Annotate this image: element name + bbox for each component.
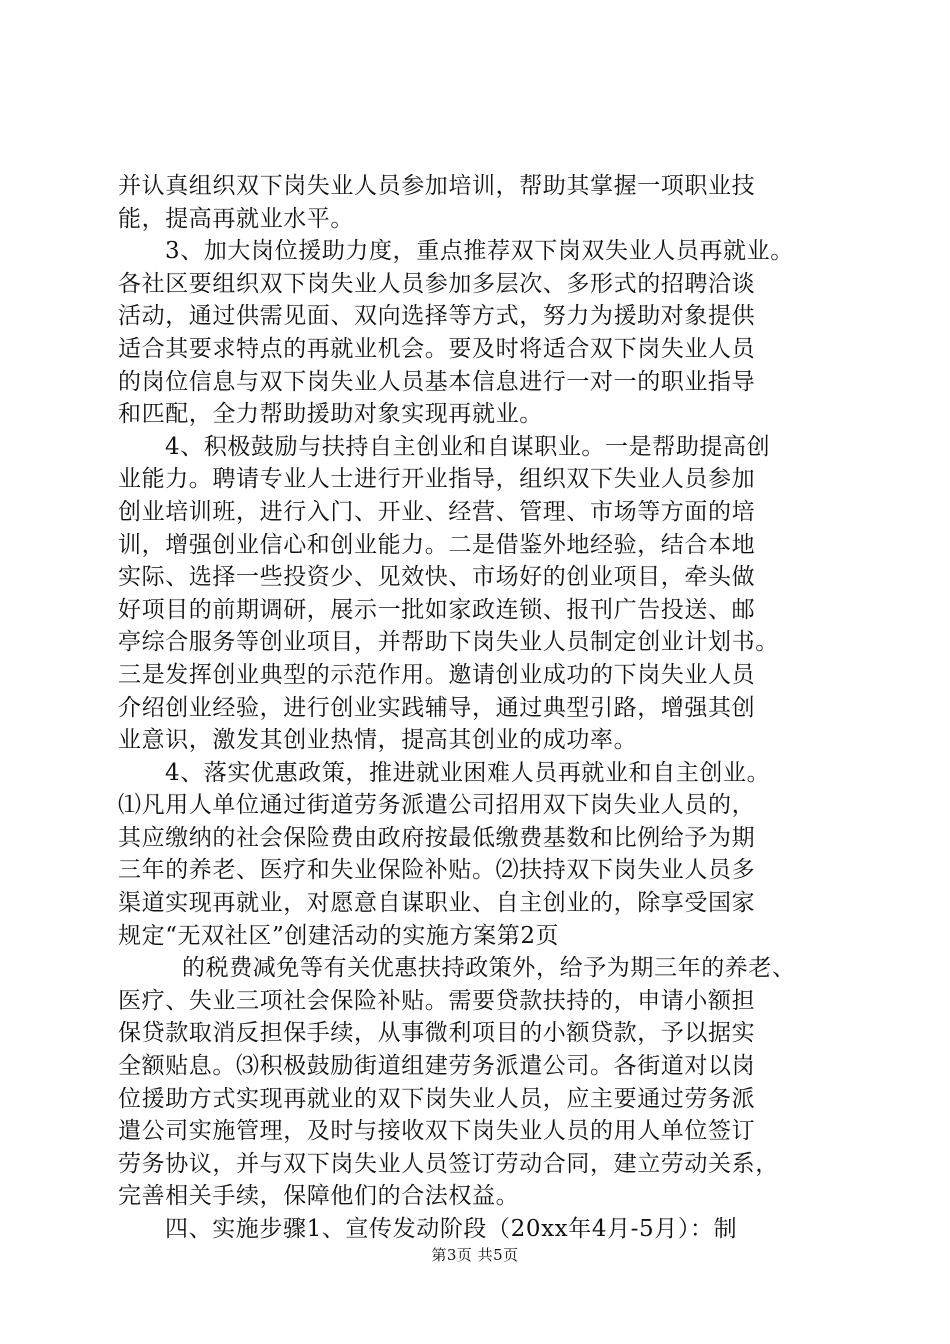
text-line: 并认真组织双下岗失业人员参加培训，帮助其掌握一项职业技 <box>118 173 756 199</box>
text-line: 其应缴纳的社会保险费由政府按最低缴费基数和比例给予为期 <box>118 824 756 851</box>
text-line: 三年的养老、医疗和失业保险补贴。⑵扶持双下岗失业人员多 <box>118 857 756 884</box>
text-line: 亭综合服务等创业项目，并帮助下岗失业人员制定创业计划书。 <box>118 629 779 656</box>
text-line: 保贷款取消反担保手续，从事微利项目的小额贷款，予以据实 <box>118 1020 756 1047</box>
section-4-heading: 四、实施步骤1、宣传发动阶段（20xx年4月-5月）：制 <box>165 1216 738 1242</box>
text-line: 业能力。聘请专业人士进行开业指导，组织双下失业人员参加 <box>118 466 756 493</box>
text-line: 医疗、失业三项社会保险补贴。需要贷款扶持的，申请小额担 <box>118 987 756 1014</box>
text-line: 实际、选择一些投资少、见效快、市场好的创业项目，牵头做 <box>118 564 756 591</box>
text-line: 适合其要求特点的再就业机会。要及时将适合双下岗失业人员 <box>118 335 756 362</box>
text-line: 完善相关手续，保障他们的合法权益。 <box>118 1183 520 1210</box>
text-line: 劳务协议，并与双下岗失业人员签订劳动合同，建立劳动关系， <box>118 1150 779 1177</box>
text-line: 和匹配，全力帮助援助对象实现再就业。 <box>118 401 543 428</box>
text-line: ⑴凡用人单位通过街道劳务派遣公司招用双下岗失业人员的， <box>118 792 756 819</box>
text-line: 各社区要组织双下岗失业人员参加多层次、多形式的招聘洽谈 <box>118 270 756 297</box>
text-line: 创业培训班，进行入门、开业、经营、管理、市场等方面的培 <box>118 498 756 525</box>
document-body <box>118 170 838 1246</box>
text-line: 训，增强创业信心和创业能力。二是借鉴外地经验，结合本地 <box>118 531 756 558</box>
text-line: 介绍创业经验，进行创业实践辅导，通过典型引路，增强其创 <box>118 694 756 721</box>
text-line: 活动，通过供需见面、双向选择等方式，努力为援助对象提供 <box>118 303 756 330</box>
text-line: 业意识，激发其创业热情，提高其创业的成功率。 <box>118 727 638 754</box>
text-line: 位援助方式实现再就业的双下岗失业人员，应主要通过劳务派 <box>118 1085 756 1112</box>
text-line: 的税费减免等有关优惠扶持政策外，给予为期三年的养老、 <box>182 955 796 982</box>
paragraph-4b-heading: 4、落实优惠政策，推进就业困难人员再就业和自主创业。 <box>165 759 771 786</box>
running-title-line: 规定“无双社区”创建活动的实施方案第2页 <box>118 922 560 949</box>
paragraph-4-heading: 4、积极鼓励与扶持自主创业和自谋职业。一是帮助提高创 <box>165 433 771 460</box>
text-line: 的岗位信息与双下岗失业人员基本信息进行一对一的职业指导 <box>118 368 756 395</box>
paragraph-3-heading: 3、加大岗位援助力度，重点推荐双下岗双失业人员再就业。 <box>165 238 794 265</box>
text-line: 渠道实现再就业，对愿意自谋职业、自主创业的，除享受国家 <box>118 890 756 917</box>
text-line: 三是发挥创业典型的示范作用。邀请创业成功的下岗失业人员 <box>118 661 756 688</box>
page-number-footer: 第3页 共5页 <box>431 1246 519 1264</box>
text-line: 全额贴息。⑶积极鼓励街道组建劳务派遣公司。各街道对以岗 <box>118 1053 756 1080</box>
text-line: 遣公司实施管理，及时与接收双下岗失业人员的用人单位签订 <box>118 1118 756 1145</box>
text-line: 好项目的前期调研，展示一批如家政连锁、报刊广告投送、邮 <box>118 596 756 623</box>
text-line: 能，提高再就业水平。 <box>118 205 354 232</box>
